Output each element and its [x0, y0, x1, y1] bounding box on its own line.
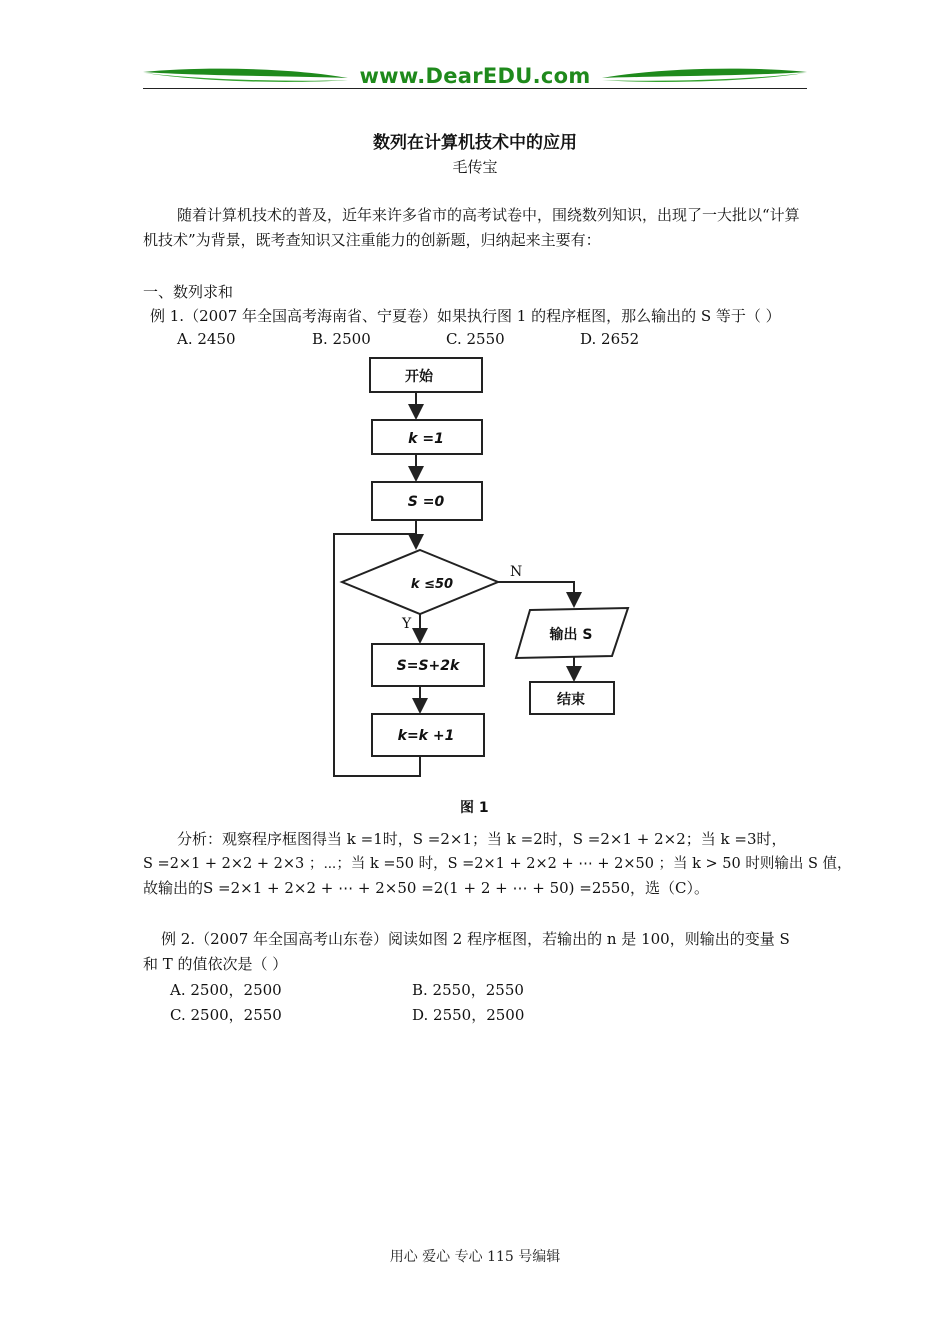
example2-option-c: C. 2500，2550: [170, 1006, 282, 1024]
example1-option-b: B. 2500: [312, 330, 371, 348]
example1-option-a: A. 2450: [177, 330, 236, 348]
flowchart-update-s-label: S=S+2k: [396, 658, 460, 674]
flowchart-update-k-label: k=k +1: [397, 728, 455, 744]
flowchart-init-k-label: k =1: [408, 431, 444, 447]
header-rule: [143, 88, 807, 89]
analysis-line-2: S =2×1 + 2×2 + 2×3 ；⋯；当 k =50 时，S =2×1 + 2×2 + ⋯ + 2×50 ；当 k > 50 时则输出 S 值，: [143, 856, 852, 872]
section-heading: 一、数列求和: [143, 283, 234, 301]
flowchart-end-label: 结束: [557, 692, 585, 708]
example1-question: 例 1.（2007 年全国高考海南省、宁夏卷）如果执行图 1 的程序框图，那么输出的 S 等于（ ）: [150, 307, 781, 325]
analysis-line-3: 故输出的S =2×1 + 2×2 + ⋯ + 2×50 =2(1 + 2 + ⋯ + 50) =2550，选（C）。: [143, 879, 709, 897]
example1-option-c: C. 2550: [446, 330, 505, 348]
flowchart-init-s-label: S =0: [407, 494, 445, 510]
analysis-line-1: 分析：观察程序框图得当 k =1时，S =2×1；当 k =2时，S =2×1 + 2×2；当 k =3时，: [177, 830, 787, 848]
intro-paragraph: 随着计算机技术的普及，近年来许多省市的高考试卷中，围绕数列知识，出现了一大批以“计算机技术”为背景，既考查知识又注重能力的创新题，归纳起来主要有：: [143, 206, 800, 249]
page-title: 数列在计算机技术中的应用: [373, 133, 577, 153]
flowchart-output-label: 输出 S: [549, 627, 593, 643]
author: 毛传宝: [452, 158, 498, 176]
flowchart-no-label: N: [510, 564, 523, 580]
page-footer: 用心 爱心 专心 115 号编辑: [389, 1249, 561, 1265]
site-logo-text: www.DearEDU.com: [359, 64, 591, 88]
header-banner: [143, 60, 807, 100]
flowchart-condition-label: k ≤50: [410, 577, 454, 592]
example2-option-b: B. 2550，2550: [412, 981, 524, 999]
figure-caption: 图 1: [460, 800, 489, 816]
example1-option-d: D. 2652: [580, 330, 640, 348]
flowchart-yes-label: Y: [402, 616, 412, 632]
example2-option-a: A. 2500，2500: [170, 981, 282, 999]
flowchart-figure: [320, 352, 640, 792]
example2-question: 例 2.（2007 年全国高考山东卷）阅读如图 2 程序框图，若输出的 n 是 100，则输出的变量 S 和 T 的值依次是（ ）: [143, 930, 790, 973]
example2-option-d: D. 2550，2500: [412, 1006, 525, 1024]
flowchart-start-label: 开始: [405, 369, 433, 385]
